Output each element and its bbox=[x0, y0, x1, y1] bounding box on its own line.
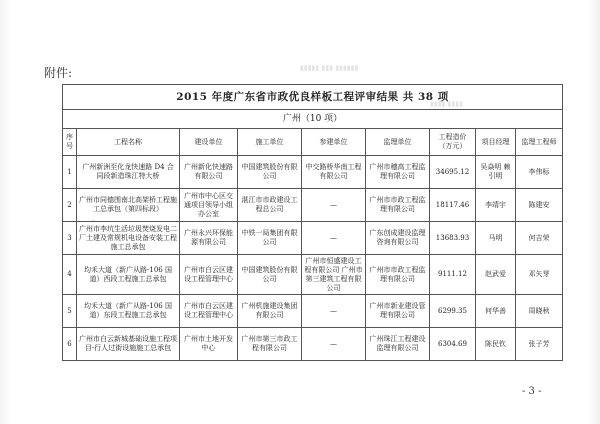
column-header: 序号 bbox=[63, 129, 77, 156]
table-row bbox=[63, 189, 563, 222]
bleed-through-text: ▮▮▮▮ ▮▮▮▮ bbox=[430, 100, 464, 108]
project-manager: 陈民钦 bbox=[476, 328, 516, 361]
project-manager: 赵武爱 bbox=[476, 255, 516, 295]
supervisor-unit: 广州市市政工程监理有限公司 bbox=[366, 189, 430, 222]
table-title: 2015 年度广东省市政优良样板工程评审结果 共 38 项 bbox=[63, 85, 563, 110]
row-number: 5 bbox=[63, 295, 77, 328]
supervising-engineer: 邓矢芽 bbox=[516, 255, 563, 295]
project-manager: 李靖宇 bbox=[476, 189, 516, 222]
supervising-engineer: 张子芳 bbox=[516, 328, 563, 361]
table-row bbox=[63, 222, 563, 255]
project-name: 均禾大道（新广从路-106 国道）东段工程施工总承包 bbox=[77, 295, 180, 328]
participant-unit: — bbox=[302, 222, 366, 255]
builder-unit: 广州市土地开发中心 bbox=[180, 328, 238, 361]
project-name: 广州新洲至化龙快速路 D4 合同段新造珠江特大桥 bbox=[77, 156, 180, 189]
results-table bbox=[62, 84, 563, 361]
supervisor-unit: 广州珠江工程建设监理有限公司 bbox=[366, 328, 430, 361]
contractor-unit: 广州机施建设集团有限公司 bbox=[238, 295, 302, 328]
column-header: 建设单位 bbox=[180, 129, 238, 156]
project-cost: 18117.46 bbox=[430, 189, 476, 222]
contractor-unit: 广州市第三市政工程有限公司 bbox=[238, 328, 302, 361]
supervisor-unit: 广东创成建设监理咨询有限公司 bbox=[366, 222, 430, 255]
table-row bbox=[63, 295, 563, 328]
participant-unit: 中交路桥华南工程有限公司 bbox=[302, 156, 366, 189]
project-manager: 何华善 bbox=[476, 295, 516, 328]
table-row bbox=[63, 255, 563, 295]
row-number: 3 bbox=[63, 222, 77, 255]
participant-unit: 广州市恒盛建设工程有限公司 广州市第三建筑工程有限公司 bbox=[302, 255, 366, 295]
row-number: 1 bbox=[63, 156, 77, 189]
builder-unit: 广州新化快速路有限公司 bbox=[180, 156, 238, 189]
project-manager: 吴焱明 赖引明 bbox=[476, 156, 516, 189]
participant-unit: — bbox=[302, 328, 366, 361]
row-number: 2 bbox=[63, 189, 77, 222]
project-manager: 马明 bbox=[476, 222, 516, 255]
table-row bbox=[63, 156, 563, 189]
project-cost: 9111.12 bbox=[430, 255, 476, 295]
contractor-unit: 湛江市市政建设工程总公司 bbox=[238, 189, 302, 222]
project-name: 广州市同德围南北高架桥工程施工总承包（第四标段） bbox=[77, 189, 180, 222]
project-cost: 6304.69 bbox=[430, 328, 476, 361]
project-name: 均禾大道（新广从路-106 国道）西段工程施工总承包 bbox=[77, 255, 180, 295]
supervising-engineer: 李伟标 bbox=[516, 156, 563, 189]
supervisor-unit: 广州市市政工程监理有限公司 bbox=[366, 255, 430, 295]
attachment-label: 附件: bbox=[44, 66, 73, 80]
region-heading: 广州（10 项） bbox=[63, 110, 563, 129]
supervisor-unit: 广州市新业建设管理有限公司 bbox=[366, 295, 430, 328]
supervising-engineer: 周晓秋 bbox=[516, 295, 563, 328]
column-header: 监理单位 bbox=[366, 129, 430, 156]
contractor-unit: 中国建筑股份有限公司 bbox=[238, 255, 302, 295]
header-row bbox=[63, 129, 563, 156]
supervising-engineer: 陈建安 bbox=[516, 189, 563, 222]
builder-unit: 广州市白云区建设工程管理中心 bbox=[180, 295, 238, 328]
supervising-engineer: 何吉荣 bbox=[516, 222, 563, 255]
column-header: 工程名称 bbox=[77, 129, 180, 156]
builder-unit: 广州市白云区建设工程管理中心 bbox=[180, 255, 238, 295]
contractor-unit: 中国建筑股份有限公司 bbox=[238, 156, 302, 189]
column-header: 施工单位 bbox=[238, 129, 302, 156]
participant-unit: — bbox=[302, 189, 366, 222]
results-table-container bbox=[62, 84, 562, 361]
column-header: 参建单位 bbox=[302, 129, 366, 156]
column-header: 监理工程师 bbox=[516, 129, 563, 156]
table-row bbox=[63, 328, 563, 361]
participant-unit: — bbox=[302, 295, 366, 328]
column-header: 工程造价（万元） bbox=[430, 129, 476, 156]
project-cost: 6299.35 bbox=[430, 295, 476, 328]
row-number: 6 bbox=[63, 328, 77, 361]
project-name: 广州市白云新城基础设施工程项目-行人过街设施施工总承包 bbox=[77, 328, 180, 361]
column-header: 项目经理 bbox=[476, 129, 516, 156]
project-cost: 13683.93 bbox=[430, 222, 476, 255]
builder-unit: 广州市中心区交通项目领导小组办公室 bbox=[180, 189, 238, 222]
bleed-through-text: ▮▮▮▮▮ ▮▮▮ ▮▮▮▮▮▮ bbox=[300, 64, 359, 72]
row-number: 4 bbox=[63, 255, 77, 295]
supervisor-unit: 广州市穗高工程监理有限公司 bbox=[366, 156, 430, 189]
project-cost: 34695.12 bbox=[430, 156, 476, 189]
contractor-unit: 中铁一局集团有限公司 bbox=[238, 222, 302, 255]
project-name: 广州市李坑生活垃圾焚烧发电二厂土建及常规机电设备安装工程施工总承包 bbox=[77, 222, 180, 255]
builder-unit: 广州永兴环保能源有限公司 bbox=[180, 222, 238, 255]
page-number: - 3 - bbox=[522, 386, 542, 397]
